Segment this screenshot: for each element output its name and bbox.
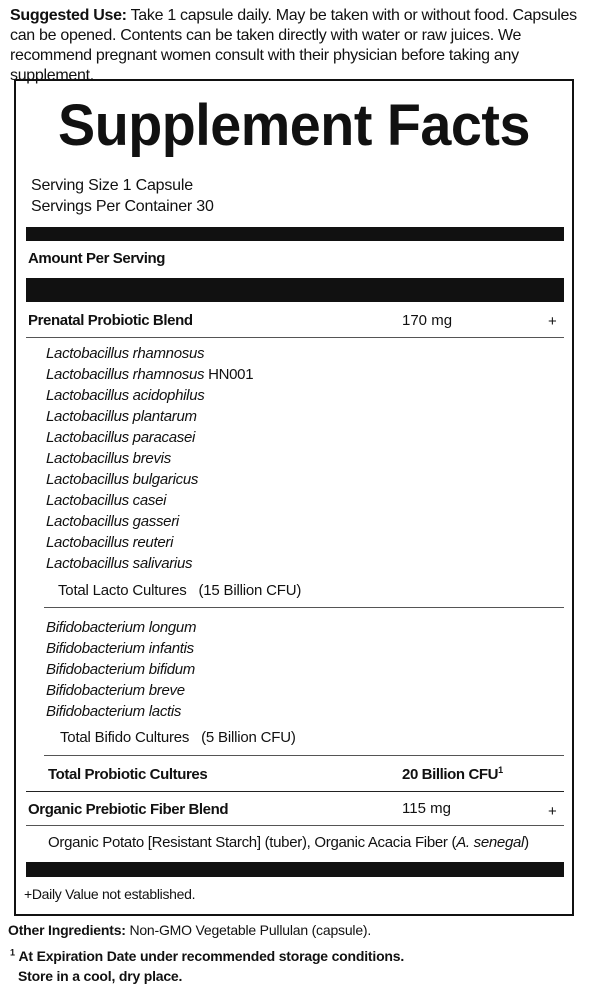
fiber-desc-end: ) — [524, 834, 529, 851]
total-probiotic-value — [402, 766, 503, 783]
amount-per-serving-heading: Amount Per Serving — [28, 250, 165, 267]
strain-item: Lactobacillus acidophilus — [46, 387, 205, 404]
total-probiotic-amount: 20 Billion CFU — [402, 766, 499, 783]
total-lacto-cultures — [58, 582, 301, 599]
serving-info — [31, 175, 214, 217]
divider-line — [44, 607, 564, 608]
suggested-use-label: Suggested Use: — [10, 7, 127, 24]
strain-item: Lactobacillus rhamnosus — [46, 345, 205, 362]
panel-title: Supplement Facts — [58, 93, 530, 158]
other-ingredients — [8, 922, 371, 938]
fiber-desc-species: A. senegal — [456, 834, 525, 851]
footnote-marker: 1 — [498, 765, 503, 775]
serving-size: Serving Size 1 Capsule — [31, 177, 193, 194]
daily-value-marker: + — [548, 803, 557, 820]
supplement-facts-panel — [14, 79, 574, 916]
fiber-blend-amount: 115 mg — [402, 800, 451, 817]
strain-item: Lactobacillus paracasei — [46, 429, 196, 446]
fiber-blend-description — [48, 834, 529, 851]
divider-line — [26, 825, 564, 826]
divider-line — [44, 755, 564, 756]
header-bar — [26, 278, 564, 302]
divider-bar — [26, 227, 564, 241]
expiration-footnote — [10, 946, 404, 986]
other-ingredients-label: Other Ingredients: — [8, 922, 126, 938]
strain-item: Lactobacillus salivarius — [46, 555, 193, 572]
servings-per-container: Servings Per Container 30 — [31, 198, 214, 215]
strain-item: Lactobacillus gasseri — [46, 513, 179, 530]
strain-item: Bifidobacterium bifidum — [46, 661, 196, 678]
expiration-text: At Expiration Date under recommended storage conditions. — [18, 948, 405, 964]
strain-item: Bifidobacterium lactis — [46, 703, 182, 720]
strain-item: Bifidobacterium breve — [46, 682, 185, 699]
strain-item: Lactobacillus plantarum — [46, 408, 197, 425]
strain-code: HN001 — [204, 366, 254, 383]
divider-bar — [26, 862, 564, 877]
total-lacto-label: Total Lacto Cultures — [58, 582, 187, 599]
divider-line — [26, 337, 564, 338]
total-probiotic-label: Total Probiotic Cultures — [48, 766, 208, 783]
strain-item: Lactobacillus casei — [46, 492, 167, 509]
footnote-marker: 1 — [10, 947, 15, 958]
suggested-use — [10, 6, 596, 86]
blend-amount: 170 mg — [402, 312, 453, 329]
expiration-line-1 — [10, 946, 404, 966]
strain-item: Bifidobacterium longum — [46, 619, 197, 636]
blend-name: Prenatal Probiotic Blend — [28, 312, 193, 329]
storage-instructions: Store in a cool, dry place. — [18, 968, 183, 984]
fiber-desc-text: Organic Potato [Resistant Starch] (tuber), Organic Acacia Fiber ( — [48, 834, 457, 851]
total-bifido-label: Total Bifido Cultures — [60, 729, 190, 746]
total-bifido-value: (5 Billion CFU) — [201, 729, 296, 746]
lacto-strain-list — [46, 343, 253, 574]
total-bifido-cultures — [60, 729, 296, 746]
suggested-use-text: Take 1 capsule daily. May be taken with or without food. Capsules can be opened. Contents can be taken directly with water or raw juices. We recommend pregnant women consult with their physician before taking any supplement. — [10, 7, 577, 84]
strain-item: Lactobacillus brevis — [46, 450, 171, 467]
daily-value-footnote: +Daily Value not established. — [24, 886, 196, 902]
bifido-strain-list — [46, 617, 196, 722]
total-lacto-value: (15 Billion CFU) — [198, 582, 302, 599]
strain-item — [46, 364, 253, 385]
divider-line — [26, 791, 564, 792]
daily-value-marker: + — [548, 313, 557, 330]
strain-name: Lactobacillus rhamnosus — [46, 366, 205, 383]
strain-item: Bifidobacterium infantis — [46, 640, 194, 657]
strain-item: Lactobacillus reuteri — [46, 534, 174, 551]
fiber-blend-name: Organic Prebiotic Fiber Blend — [28, 801, 229, 818]
other-ingredients-text: Non-GMO Vegetable Pullulan (capsule). — [125, 922, 372, 938]
strain-item: Lactobacillus bulgaricus — [46, 471, 199, 488]
